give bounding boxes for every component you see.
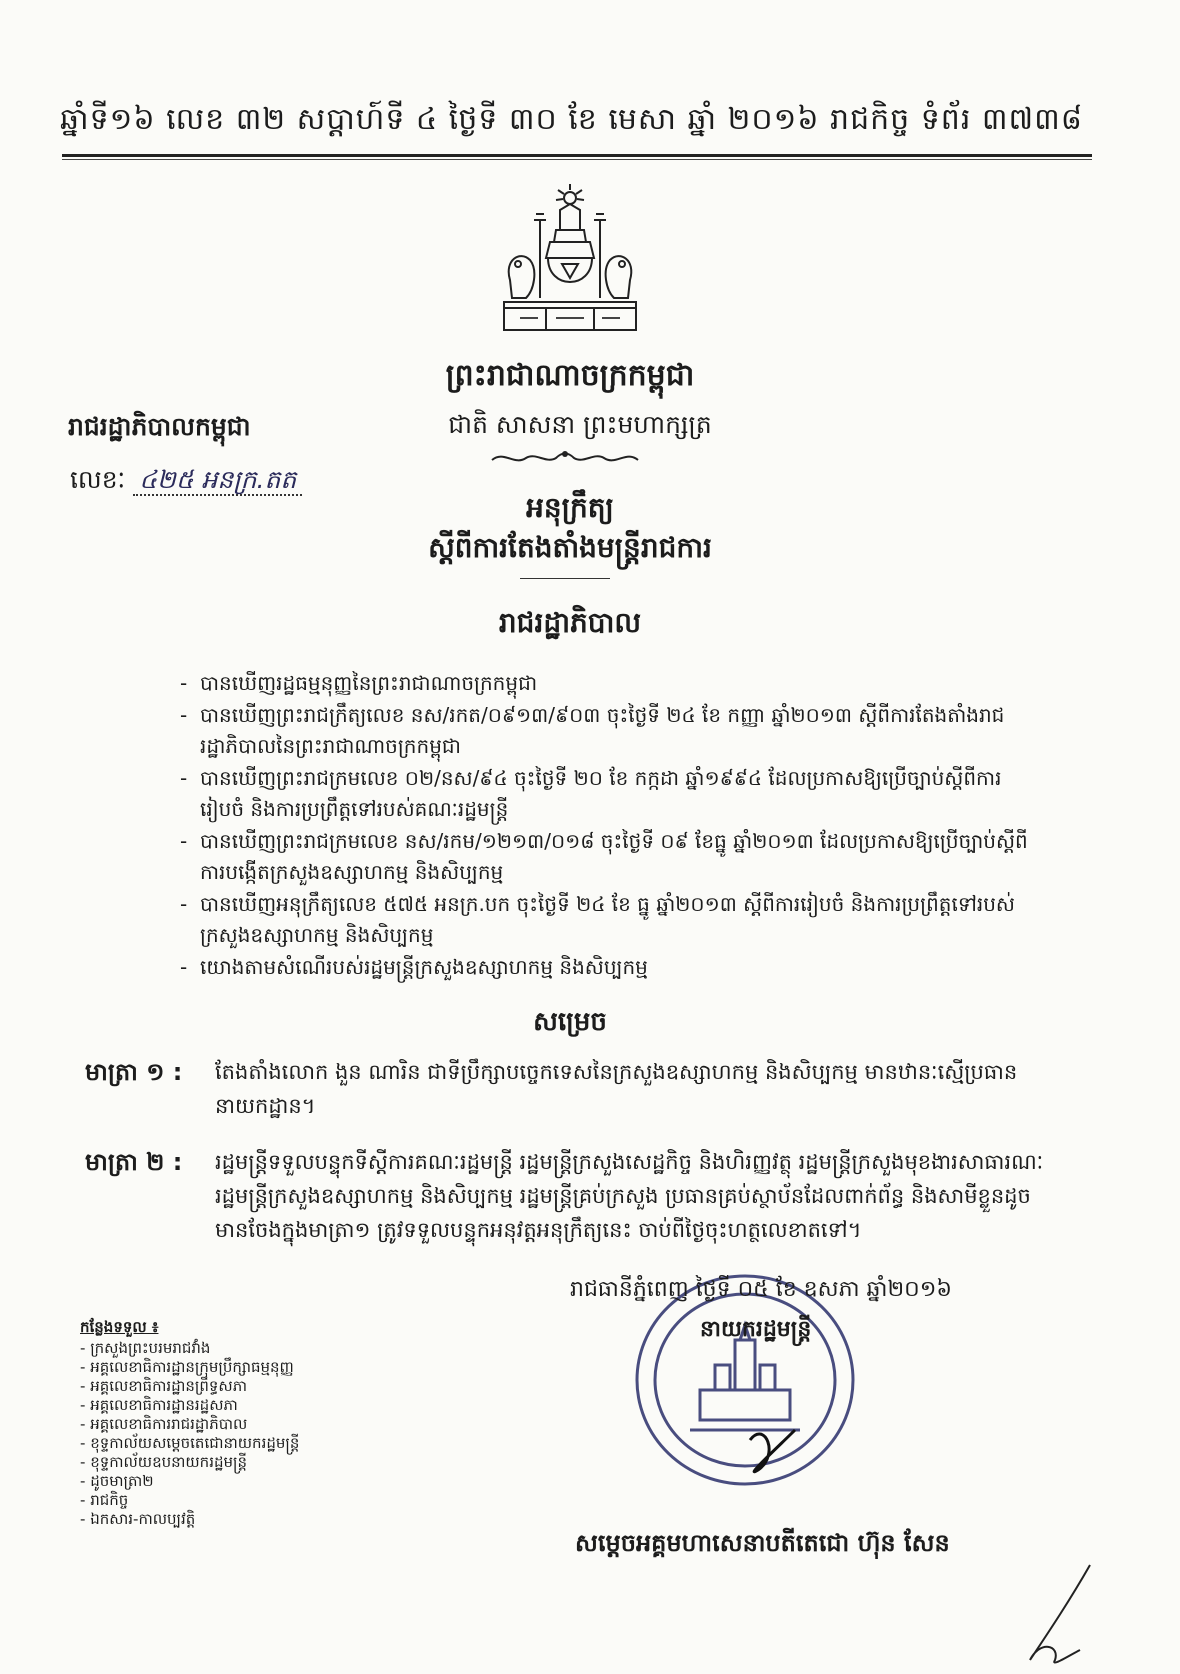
recipient-item: - ខុទ្ទកាល័យឧបនាយករដ្ឋមន្ត្រី	[80, 1453, 247, 1471]
handwritten-signature-icon	[1010, 1560, 1120, 1670]
decree-number	[70, 465, 302, 501]
reference-item: - បានឃើញអនុក្រឹត្យលេខ ៥៧៥ អនក្រ.បក ចុះថ្ងៃទី ២៤ ខែ ធ្នូ ឆ្នាំ២០១៣ ស្តីពីការរៀបចំ និងការប្រព្រឹត្តទៅរបស់ក្រសួងឧស្សាហកម្ម និងសិប្បកម្ម	[180, 892, 1015, 947]
government-heading: រាជរដ្ឋាភិបាលកម្ពុជា	[68, 412, 251, 441]
reference-item: - បានឃើញព្រះរាជក្រមលេខ នស/រកម/១២១៣/០១៨ ចុះថ្ងៃទី ០៩ ខែធ្នូ ឆ្នាំ២០១៣ ដែលប្រកាសឱ្យប្រើច្បាប់ស្តីពីការបង្កើតក្រសួងឧស្សាហកម្ម និងសិប្បកម្ម	[180, 829, 1028, 884]
decree-number-value: ៤២៥ អនក្រ.តត	[133, 465, 302, 496]
recipient-item: - អគ្គលេខាធិការដ្ឋានរដ្ឋសភា	[80, 1396, 238, 1414]
decision-heading: សម្រេច	[533, 1007, 607, 1037]
header-rule	[62, 154, 1092, 157]
article-label: មាត្រា ២ :	[85, 1148, 183, 1176]
kingdom-title: ព្រះរាជាណាចក្រកម្ពុជា	[445, 358, 695, 393]
recipient-item: - អគ្គលេខាធិការដ្ឋានព្រឹទ្ធសភា	[80, 1377, 247, 1395]
issuing-authority: រាជរដ្ឋាភិបាល	[498, 606, 642, 639]
article-text: រដ្ឋមន្ត្រីទទួលបន្ទុកទីស្តីការគណៈរដ្ឋមន្ត្រី រដ្ឋមន្ត្រីក្រសួងសេដ្ឋកិច្ច និងហិរញ្ញវត្ថុ រដ្ឋមន្ត្រីក្រសួងមុខងារសាធារណៈ រដ្ឋមន្ត្រីក្រសួងឧស្សាហកម្ម និងសិប្បកម្ម រដ្ឋមន្ត្រីគ្រប់ក្រសួង ប្រធានគ្រប់ស្ថាប័នដែលពាក់ព័ន្ធ និងសាមីខ្លួនដូចមានចែងក្នុងមាត្រា១ ត្រូវទទួលបន្ទុកអនុវត្តអនុក្រឹត្យនេះ ចាប់ពីថ្ងៃចុះហត្ថលេខាតទៅ។	[215, 1150, 1044, 1242]
article-1	[85, 1055, 1045, 1123]
recipient-item: - ក្រសួងព្រះបរមរាជវាំង	[80, 1339, 211, 1357]
recipients-list	[80, 1318, 299, 1529]
reference-item: - បានឃើញព្រះរាជក្រមលេខ ០២/នស/៩៤ ចុះថ្ងៃទី ២០ ខែ កក្កដា ឆ្នាំ១៩៩៤ ដែលប្រកាសឱ្យប្រើច្បាប់ស្តីពីការរៀបចំ និងការប្រព្រឹត្តទៅរបស់គណៈរដ្ឋមន្ត្រី	[180, 766, 1002, 821]
reference-item: - បានឃើញព្រះរាជក្រឹត្យលេខ នស/រកត/០៩១៣/៩០៣ ចុះថ្ងៃទី ២៤ ខែ កញ្ញា ឆ្នាំ២០១៣ ស្តីពីការតែងតាំងរាជរដ្ឋាភិបាលនៃព្រះរាជាណាចក្រកម្ពុជា	[180, 703, 1005, 758]
reference-item: - បានឃើញរដ្ឋធម្មនុញ្ញនៃព្រះរាជាណាចក្រកម្ពុជា	[180, 671, 538, 695]
document-subject: ស្តីពីការតែងតាំងមន្ត្រីរាជការ	[428, 531, 712, 564]
header-rule-thin	[62, 159, 1092, 160]
recipient-item: - អគ្គលេខាធិការរាជរដ្ឋាភិបាល	[80, 1415, 248, 1433]
article-text: តែងតាំងលោក ងួន ណារិន ជាទីប្រឹក្សាបច្ចេកទេសនៃក្រសួងឧស្សាហកម្ម និងសិប្បកម្ម មានឋានៈស្មើប្រធាននាយកដ្ឋាន។	[215, 1060, 1018, 1118]
decree-number-label: លេខៈ	[70, 465, 126, 494]
national-motto: ជាតិ សាសនា ព្រះមហាក្សត្រ	[448, 410, 712, 439]
ornament-divider-icon	[490, 448, 640, 468]
subject-divider	[520, 578, 610, 579]
recipients-title: កន្លែងទទួល ៖	[80, 1318, 159, 1336]
royal-emblem-icon	[490, 180, 650, 340]
article-2	[85, 1145, 1045, 1247]
place-and-date: រាជធានីភ្នំពេញ ថ្ងៃទី ០៥ ខែ ឧសភា ឆ្នាំ២០១៦	[570, 1277, 952, 1302]
recipient-item: - អគ្គលេខាធិការដ្ឋានក្រុមប្រឹក្សាធម្មនុញ្ញ	[80, 1358, 294, 1376]
recipient-item: - រាជកិច្ច	[80, 1491, 129, 1509]
recipient-item: - ដូចមាត្រា២	[80, 1472, 154, 1490]
signatory-name: សម្តេចអគ្គមហាសេនាបតីតេជោ ហ៊ុន សែន	[575, 1529, 950, 1557]
gazette-header: ឆ្នាំទី១៦ លេខ ៣២ សប្តាហ៍ទី ៤ ថ្ងៃទី ៣០ ខែ មេសា ឆ្នាំ ២០១៦ រាជកិច្ច ទំព័រ ៣៧៣៨	[60, 102, 1084, 137]
document-type: អនុក្រឹត្យ	[526, 491, 614, 524]
reference-item: - យោងតាមសំណើរបស់រដ្ឋមន្ត្រីក្រសួងឧស្សាហកម្ម និងសិប្បកម្ម	[180, 955, 648, 979]
recipient-item: - ឯកសារ-កាលប្បវត្តិ	[80, 1510, 196, 1528]
signer-title: នាយករដ្ឋមន្ត្រី	[700, 1317, 812, 1342]
legal-references	[180, 668, 1040, 984]
recipient-item: - ខុទ្ទកាល័យសម្តេចតេជោនាយករដ្ឋមន្ត្រី	[80, 1434, 300, 1452]
article-label: មាត្រា ១ :	[85, 1058, 183, 1086]
